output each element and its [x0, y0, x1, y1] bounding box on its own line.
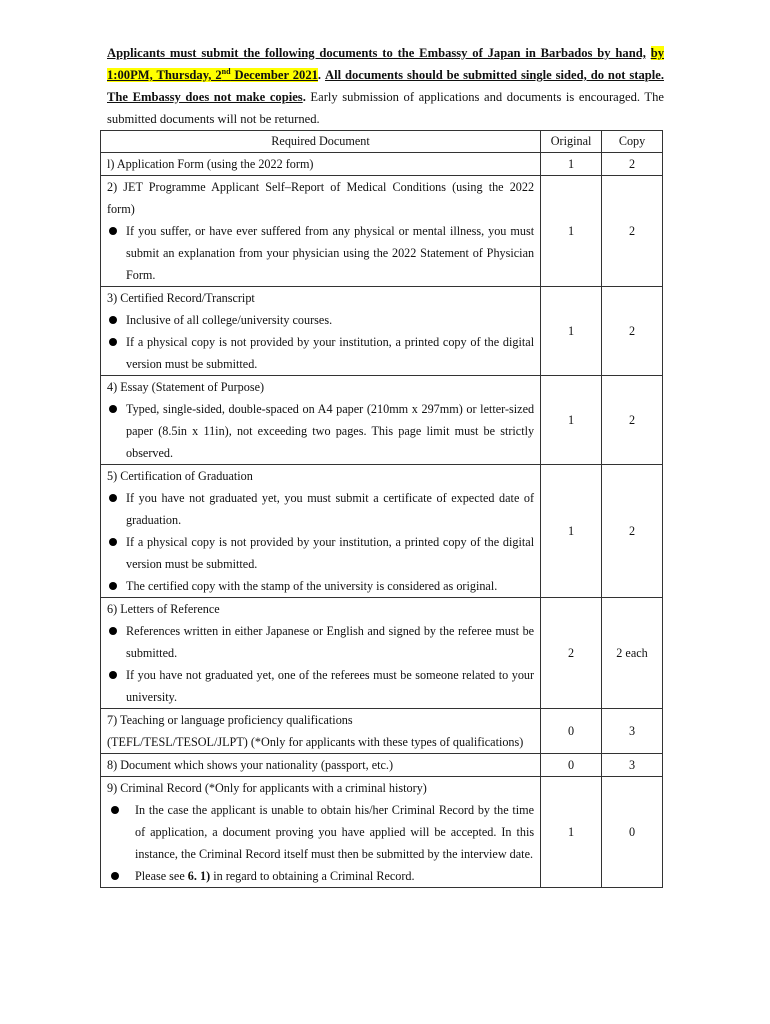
- original-count: 1: [541, 176, 602, 287]
- table-row: [101, 598, 663, 709]
- row-title: 9) Criminal Record (*Only for applicants with a criminal history): [107, 781, 427, 795]
- list-item: [107, 620, 534, 664]
- original-count: 1: [541, 287, 602, 376]
- copy-count: 2: [602, 287, 663, 376]
- header-original: Original: [541, 131, 602, 153]
- table-row: [101, 376, 663, 465]
- section-reference: 6. 1): [187, 869, 211, 883]
- list-item: [107, 398, 534, 464]
- document-cell: [101, 709, 541, 754]
- bullet-icon: [109, 405, 117, 413]
- bullet-icon: [109, 671, 117, 679]
- list-item: [107, 487, 534, 531]
- row-title: 5) Certification of Graduation: [107, 469, 253, 483]
- list-item-text: If you have not graduated yet, one of the referees must be someone related to your university.: [126, 668, 535, 704]
- copy-count: 2: [602, 376, 663, 465]
- list-item: [107, 664, 534, 708]
- row-title: 7) Teaching or language proficiency qualifications: [107, 713, 353, 727]
- table-row: [101, 153, 663, 176]
- table-row: [101, 176, 663, 287]
- table-row: [101, 777, 663, 888]
- list-item: [107, 865, 534, 887]
- original-count: 2: [541, 598, 602, 709]
- list-item-text: References written in either Japanese or English and signed by the referee must be submitted.: [126, 624, 535, 660]
- bullet-icon: [111, 806, 119, 814]
- bullet-icon: [109, 538, 117, 546]
- document-cell: [101, 465, 541, 598]
- row-subtitle: (TEFL/TESL/TESOL/JLPT) (*Only for applicants with these types of qualifications): [107, 735, 524, 749]
- copy-count: 3: [602, 709, 663, 754]
- list-item-text: In the case the applicant is unable to obtain his/her Criminal Record by the time of application, a document proving you have applied will be accepted. In this instance, the Criminal Record itself must then be submitted by the interview date.: [135, 803, 535, 861]
- list-item-text: Inclusive of all college/university courses.: [126, 313, 333, 327]
- document-cell: [101, 777, 541, 888]
- copy-count: 3: [602, 754, 663, 777]
- bullet-icon: [109, 582, 117, 590]
- list-item-text: Typed, single-sided, double-spaced on A4 paper (210mm x 297mm) or letter-sized paper (8.5in x 11in), not exceeding two pages. This page limit must be strictly observed.: [126, 402, 535, 460]
- bullet-icon: [109, 627, 117, 635]
- original-count: 1: [541, 153, 602, 176]
- table-row: [101, 709, 663, 754]
- document-cell: [101, 376, 541, 465]
- bullet-icon: [109, 494, 117, 502]
- copy-count: 2: [602, 465, 663, 598]
- bullet-icon: [109, 316, 117, 324]
- document-cell: [101, 598, 541, 709]
- table-row: [101, 287, 663, 376]
- intro-line-a: Applicants must submit the following documents to the Embassy of Japan in Barbados by hand,: [107, 46, 646, 60]
- original-count: 1: [541, 376, 602, 465]
- list-item-text: The certified copy with the stamp of the university is considered as original.: [126, 579, 498, 593]
- original-count: 1: [541, 777, 602, 888]
- row-title: 3) Certified Record/Transcript: [107, 291, 255, 305]
- list-item: [107, 220, 534, 286]
- original-count: 0: [541, 754, 602, 777]
- row-title: 8) Document which shows your nationality (passport, etc.): [107, 758, 394, 772]
- list-item: [107, 575, 534, 597]
- table-row: [101, 465, 663, 598]
- bullet-icon: [109, 227, 117, 235]
- original-count: 0: [541, 709, 602, 754]
- list-item-text: If you have not graduated yet, you must submit a certificate of expected date of graduation.: [126, 491, 535, 527]
- row-title: 2) JET Programme Applicant Self–Report of Medical Conditions (using the 2022 form): [107, 180, 535, 216]
- required-documents-table: [100, 130, 663, 888]
- deadline-sup: nd: [221, 66, 231, 76]
- list-item-text-post: in regard to obtaining a Criminal Record.: [210, 869, 415, 883]
- copy-count: 2 each: [602, 598, 663, 709]
- copy-count: 0: [602, 777, 663, 888]
- no-staple-notice: All documents should be submitted single sided, do not staple. The Embassy does not make copies: [107, 68, 664, 104]
- list-item: [107, 799, 534, 865]
- document-cell: [101, 176, 541, 287]
- list-item: [107, 531, 534, 575]
- intro-paragraph: [107, 42, 664, 130]
- intro-punct-2: .: [302, 90, 306, 104]
- header-copy: Copy: [602, 131, 663, 153]
- row-title: 4) Essay (Statement of Purpose): [107, 380, 265, 394]
- document-cell: [101, 754, 541, 777]
- list-item-text-pre: Please see: [135, 869, 188, 883]
- deadline-pre: by 1:00PM, Thursday, 2: [107, 46, 664, 82]
- original-count: 1: [541, 465, 602, 598]
- intro-punct: .: [317, 68, 322, 82]
- row-title: 6) Letters of Reference: [107, 602, 220, 616]
- table-row: [101, 754, 663, 777]
- copy-count: 2: [602, 153, 663, 176]
- row-title: l) Application Form (using the 2022 form): [107, 157, 314, 171]
- table-header-row: [101, 131, 663, 153]
- list-item-text: If a physical copy is not provided by your institution, a printed copy of the digital version must be submitted.: [126, 335, 535, 371]
- bullet-icon: [109, 338, 117, 346]
- document-cell: [101, 153, 541, 176]
- list-item: [107, 331, 534, 375]
- intro-rest: Early submission of applications and documents is encouraged. The submitted documents will not be returned.: [107, 90, 664, 126]
- document-cell: [101, 287, 541, 376]
- list-item-text: If you suffer, or have ever suffered from any physical or mental illness, you must submit an explanation from your physician using the 2022 Statement of Physician Form.: [126, 224, 535, 282]
- list-item: [107, 309, 534, 331]
- deadline-post: December 2021: [230, 68, 318, 82]
- header-required-document: Required Document: [101, 131, 541, 153]
- bullet-icon: [111, 872, 119, 880]
- list-item-text: If a physical copy is not provided by your institution, a printed copy of the digital version must be submitted.: [126, 535, 535, 571]
- copy-count: 2: [602, 176, 663, 287]
